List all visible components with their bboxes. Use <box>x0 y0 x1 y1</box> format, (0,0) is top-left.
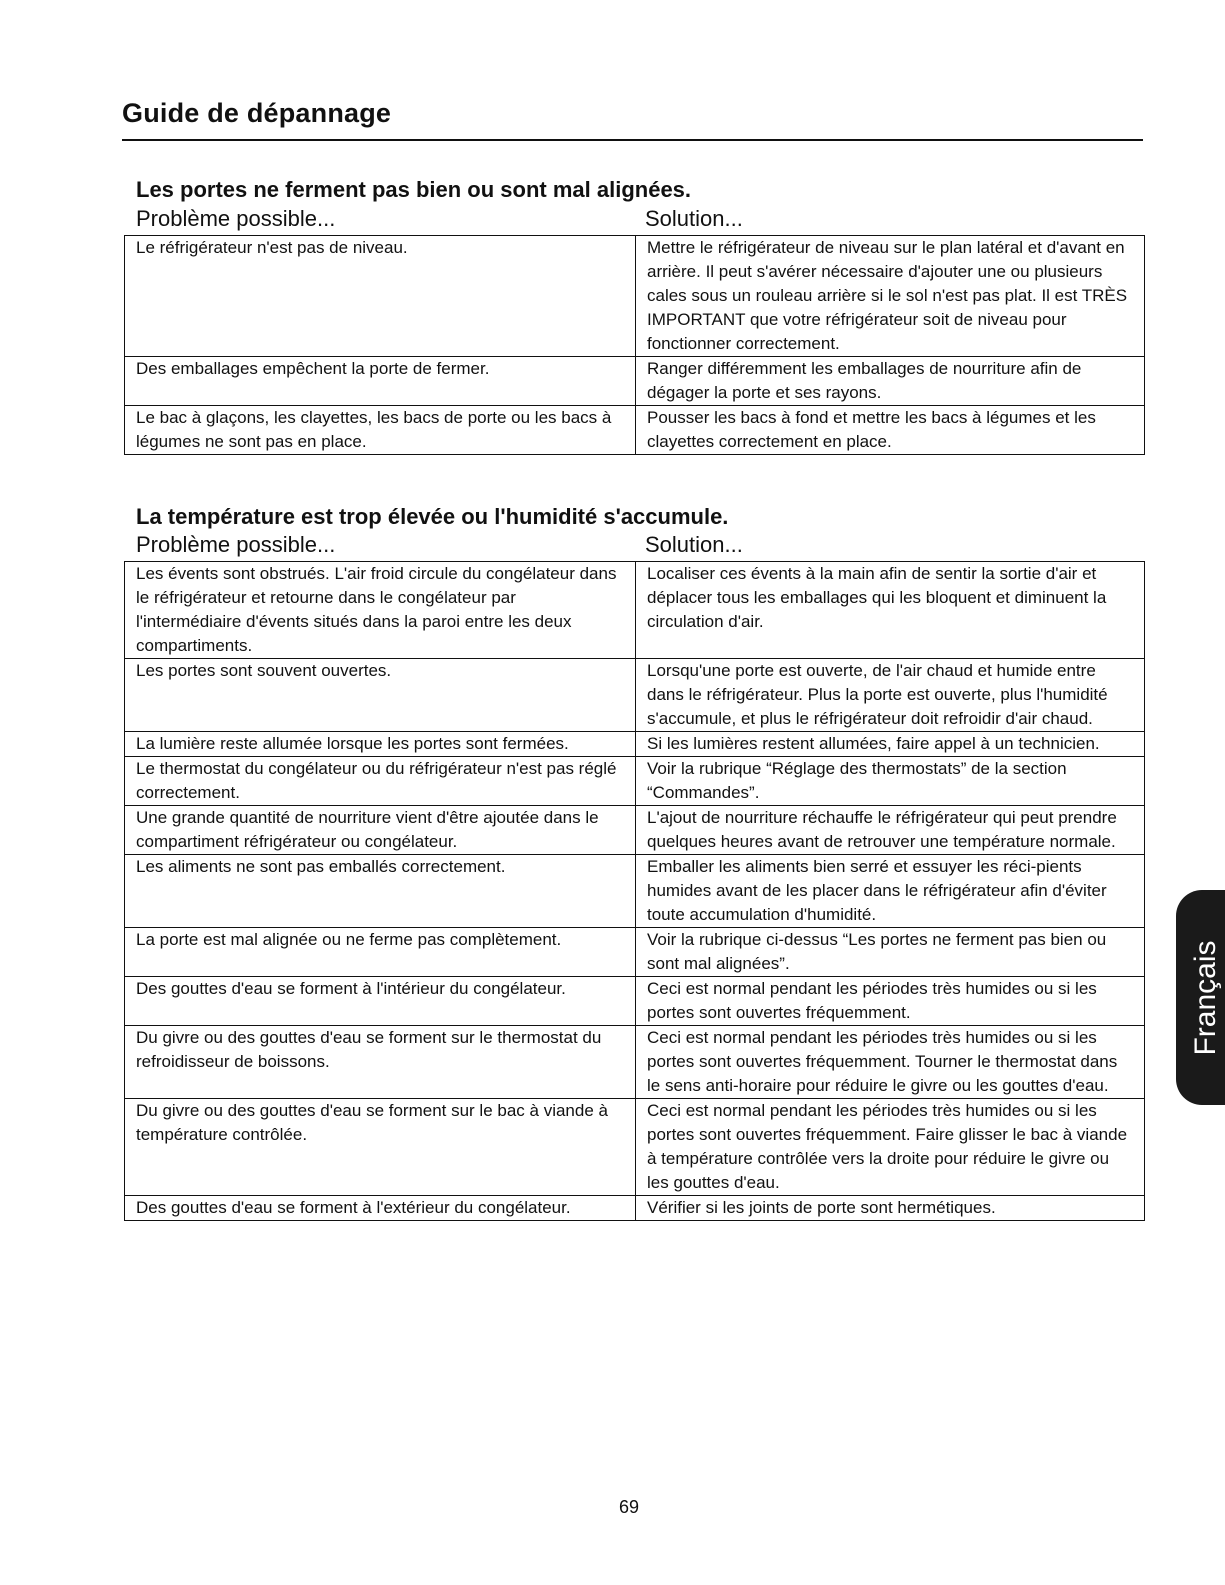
problem-cell: Du givre ou des gouttes d'eau se forment sur le bac à viande à température contrôlée. <box>125 1099 636 1196</box>
solution-cell: Ceci est normal pendant les périodes très humides ou si les portes sont ouvertes fréquemment. Faire glisser le bac à viande à température contrôlée vers la droite pour réduire le givre ou les gouttes d'eau. <box>636 1099 1145 1196</box>
table-row <box>125 1099 1145 1196</box>
column-header-problem: Problème possible... <box>136 206 336 231</box>
problem-cell: Du givre ou des gouttes d'eau se forment sur le thermostat du refroidisseur de boissons. <box>125 1026 636 1099</box>
solution-cell: Ceci est normal pendant les périodes très humides ou si les portes sont ouvertes fréquemment. Tourner le thermostat dans le sens anti-horaire pour réduire le givre ou les gouttes d'eau. <box>636 1026 1145 1099</box>
table-row <box>125 659 1145 732</box>
problem-cell: Le réfrigérateur n'est pas de niveau. <box>125 236 636 357</box>
table-row <box>125 357 1145 406</box>
table-row <box>125 855 1145 928</box>
table-row <box>125 1026 1145 1099</box>
problem-cell: Des gouttes d'eau se forment à l'intérieur du congélateur. <box>125 977 636 1026</box>
page-title: Guide de dépannage <box>122 98 392 128</box>
solution-cell: Localiser ces évents à la main afin de sentir la sortie d'air et déplacer tous les emballages qui les bloquent et diminuent la circulation d'air. <box>636 562 1145 659</box>
table-row <box>125 236 1145 357</box>
page-number: 69 <box>618 1497 640 1517</box>
section-title-doors: Les portes ne ferment pas bien ou sont mal alignées. <box>136 177 692 202</box>
table-row <box>125 977 1145 1026</box>
table-row <box>125 406 1145 455</box>
problem-cell: Le bac à glaçons, les clayettes, les bacs de porte ou les bacs à légumes ne sont pas en place. <box>125 406 636 455</box>
problem-cell: La porte est mal alignée ou ne ferme pas complètement. <box>125 928 636 977</box>
solution-cell: L'ajout de nourriture réchauffe le réfrigérateur qui peut prendre quelques heures avant de retrouver une température normale. <box>636 806 1145 855</box>
language-side-tab <box>1176 890 1225 1105</box>
problem-cell: Les portes sont souvent ouvertes. <box>125 659 636 732</box>
solution-cell: Si les lumières restent allumées, faire appel à un technicien. <box>636 732 1145 757</box>
table-row <box>125 732 1145 757</box>
column-header-solution: Solution... <box>645 206 743 231</box>
table-row <box>125 757 1145 806</box>
solution-cell: Emballer les aliments bien serré et essuyer les réci-pients humides avant de les placer dans le réfrigérateur afin d'éviter toute accumulation d'humidité. <box>636 855 1145 928</box>
solution-cell: Voir la rubrique ci-dessus “Les portes ne ferment pas bien ou sont mal alignées”. <box>636 928 1145 977</box>
solution-cell: Ranger différemment les emballages de nourriture afin de dégager la porte et ses rayons. <box>636 357 1145 406</box>
problem-cell: Une grande quantité de nourriture vient d'être ajoutée dans le compartiment réfrigérateur ou congélateur. <box>125 806 636 855</box>
solution-cell: Vérifier si les joints de porte sont hermétiques. <box>636 1196 1145 1221</box>
table-row <box>125 1196 1145 1221</box>
table-row <box>125 806 1145 855</box>
table-row <box>125 928 1145 977</box>
problem-cell: Des gouttes d'eau se forment à l'extérieur du congélateur. <box>125 1196 636 1221</box>
problem-cell: La lumière reste allumée lorsque les portes sont fermées. <box>125 732 636 757</box>
column-header-solution: Solution... <box>645 532 743 557</box>
problem-cell: Des emballages empêchent la porte de fermer. <box>125 357 636 406</box>
problem-cell: Les évents sont obstrués. L'air froid circule du congélateur dans le réfrigérateur et retourne dans le congélateur par l'intermédiaire d'évents situés dans la paroi entre les deux compartiments. <box>125 562 636 659</box>
solution-cell: Mettre le réfrigérateur de niveau sur le plan latéral et d'avant en arrière. Il peut s'avérer nécessaire d'ajouter une ou plusieurs cales sous un rouleau arrière si le sol n'est pas plat. Il est TRÈS IMPORTANT que votre réfrigérateur soit de niveau pour fonctionner correctement. <box>636 236 1145 357</box>
solution-cell: Pousser les bacs à fond et mettre les bacs à légumes et les clayettes correctement en place. <box>636 406 1145 455</box>
title-divider <box>122 139 1143 141</box>
column-header-problem: Problème possible... <box>136 532 336 557</box>
section-title-temperature: La température est trop élevée ou l'humidité s'accumule. <box>136 504 729 529</box>
solution-cell: Ceci est normal pendant les périodes très humides ou si les portes sont ouvertes fréquemment. <box>636 977 1145 1026</box>
problem-cell: Le thermostat du congélateur ou du réfrigérateur n'est pas réglé correctement. <box>125 757 636 806</box>
troubleshooting-table-doors <box>124 235 1145 455</box>
problem-cell: Les aliments ne sont pas emballés correctement. <box>125 855 636 928</box>
solution-cell: Lorsqu'une porte est ouverte, de l'air chaud et humide entre dans le réfrigérateur. Plus la porte est ouverte, plus l'humidité s'accumule, et plus le réfrigérateur doit refroidir d'air chaud. <box>636 659 1145 732</box>
table-row <box>125 562 1145 659</box>
language-tab-label: Français <box>1189 939 1222 1056</box>
solution-cell: Voir la rubrique “Réglage des thermostats” de la section “Commandes”. <box>636 757 1145 806</box>
troubleshooting-table-temperature <box>124 561 1145 1221</box>
